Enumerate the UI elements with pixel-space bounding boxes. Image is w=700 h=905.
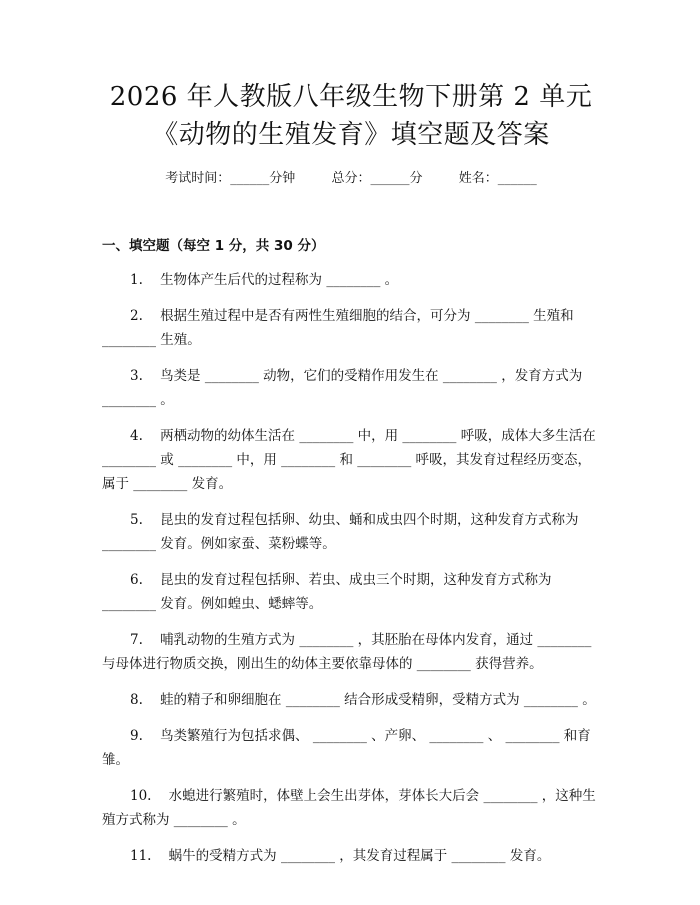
question-number: 10.: [130, 788, 152, 804]
question-item: [102, 724, 600, 772]
question-number: 6.: [130, 572, 143, 588]
exam-total-score: 总分：______分: [331, 171, 423, 186]
question-item: [102, 568, 600, 616]
question-text: 鸟类繁殖行为包括求偶、 ________ 、产卵、 ________ 、 ________ 和育雏。: [102, 728, 591, 768]
question-number: 11.: [130, 848, 152, 864]
question-number: 9.: [130, 728, 143, 744]
question-item: [102, 268, 600, 292]
document-title: 2026 年人教版八年级生物下册第 2 单元《动物的生殖发育》填空题及答案: [109, 82, 593, 150]
question-text: 生物体产生后代的过程称为 ________ 。: [160, 272, 399, 288]
question-item: [102, 364, 600, 412]
question-text: 根据生殖过程中是否有两性生殖细胞的结合，可分为 ________ 生殖和 ________ 生殖。: [102, 308, 574, 348]
question-text: 昆虫的发育过程包括卵、若虫、成虫三个时期，这种发育方式称为 ________ 发育。例如蝗虫、蟋蟀等。: [102, 572, 552, 612]
exam-info: [102, 169, 600, 189]
question-item: [102, 628, 600, 676]
question-number: 7.: [130, 632, 143, 648]
question-text: 鸟类是 ________ 动物，它们的受精作用发生在 ________ ，发育方式为 ________ 。: [102, 368, 583, 408]
section-heading: 一、填空题（每空 1 分，共 30 分）: [102, 238, 325, 254]
question-item: [102, 688, 600, 712]
question-item: [102, 508, 600, 556]
question-text: 蜗牛的受精方式为 ________ ，其发育过程属于 ________ 发育。: [168, 848, 551, 864]
question-list: [102, 268, 600, 868]
question-text: 两栖动物的幼体生活在 ________ 中，用 ________ 呼吸，成体大多生活在 ________ 或 ________ 中，用 ________ 和 ________ 呼吸，其发育过程经历变态，属于 ________ 发育。: [102, 428, 596, 492]
question-number: 1.: [130, 272, 143, 288]
question-number: 2.: [130, 308, 143, 324]
question-number: 3.: [130, 368, 143, 384]
question-item: [102, 844, 600, 868]
question-number: 8.: [130, 692, 143, 708]
question-item: [102, 304, 600, 352]
question-number: 4.: [130, 428, 143, 444]
question-item: [102, 424, 600, 496]
exam-time: 考试时间：______分钟: [165, 171, 296, 186]
question-text: 蛙的精子和卵细胞在 ________ 结合形成受精卵，受精方式为 ________ 。: [160, 692, 596, 708]
question-text: 昆虫的发育过程包括卵、幼虫、蛹和成虫四个时期，这种发育方式称为 ________ 发育。例如家蚕、菜粉蝶等。: [102, 512, 579, 552]
question-number: 5.: [130, 512, 143, 528]
question-text: 哺乳动物的生殖方式为 ________ ，其胚胎在母体内发育，通过 ________ 与母体进行物质交换，刚出生的幼体主要依靠母体的 ________ 获得营养。: [102, 632, 592, 672]
question-item: [102, 784, 600, 832]
exam-student-name: 姓名：______: [458, 171, 537, 186]
question-text: 水螅进行繁殖时，体壁上会生出芽体，芽体长大后会 ________ ，这种生殖方式称为 ________ 。: [102, 788, 596, 828]
